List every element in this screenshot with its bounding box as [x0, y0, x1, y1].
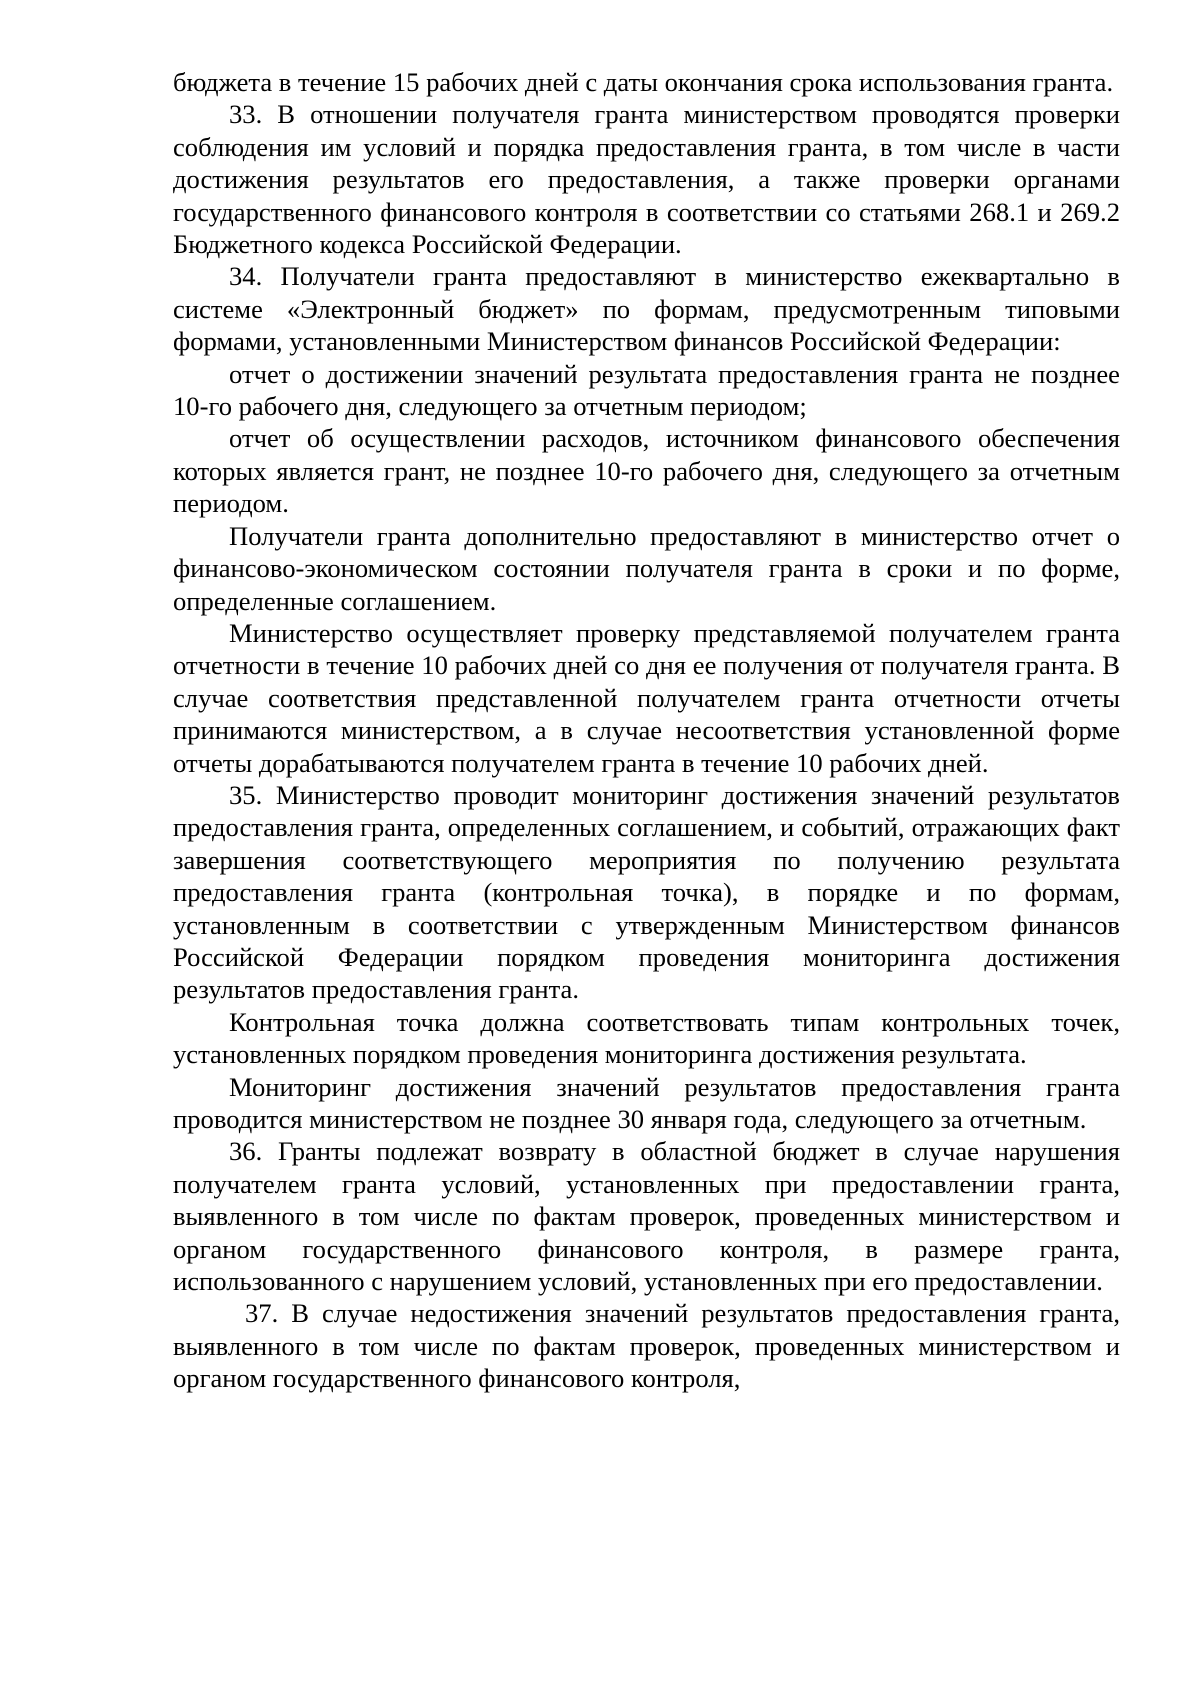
paragraph-34-financial-report: Получатели гранта дополнительно предоставляют в министерство отчет о финансово-экономическом состоянии получателя гранта в сроки и по форме, определенные соглашением.: [173, 520, 1120, 616]
paragraph-34-report-expenses: отчет об осуществлении расходов, источником финансового обеспечения которых является грант, не позднее 10-го рабочего дня, следующего за отчетным периодом.: [173, 423, 1120, 519]
paragraph-36: 36. Гранты подлежат возврату в областной бюджет в случае нарушения получателем гранта условий, установленных при предоставлении гранта, выявленного в том числе по фактам проверок, проведенных министерством и органом государственного финансового контроля, в размере гранта, использованного с нарушением условий, установленных при его предоставлении.: [173, 1136, 1120, 1297]
paragraph-34-report-results: отчет о достижении значений результата предоставления гранта не позднее 10-го рабочего дня, следующего за отчетным периодом;: [173, 358, 1120, 422]
paragraph-34-verification: Министерство осуществляет проверку представляемой получателем гранта отчетности в течение 10 рабочих дней со дня ее получения от получателя гранта. В случае соответствия представленной получателем гранта отчетности отчеты принимаются министерством, а в случае несоответствия установленной форме отчеты дорабатываются получателем гранта в течение 10 рабочих дней.: [173, 617, 1120, 778]
paragraph-budget-return-term: бюджета в течение 15 рабочих дней с даты окончания срока использования гранта.: [173, 67, 1114, 97]
paragraph-35-control-point: Контрольная точка должна соответствовать типам контрольных точек, установленных порядком проведения мониторинга достижения результата.: [173, 1006, 1120, 1070]
paragraph-34: 34. Получатели гранта предоставляют в министерство ежеквартально в системе «Электронный бюджет» по формам, предусмотренным типовыми формами, установленными Министерством финансов Российской Федерации:: [173, 261, 1120, 357]
document-page: [173, 66, 1120, 1395]
paragraph-35: 35. Министерство проводит мониторинг достижения значений результатов предоставления гранта, определенных соглашением, и событий, отражающих факт завершения соответствующего мероприятия по получению результата предоставления гранта (контрольная точка), в порядке и по формам, установленным в соответствии с утвержденным Министерством финансов Российской Федерации порядком проведения мониторинга достижения результатов предоставления гранта.: [173, 779, 1120, 1005]
paragraph-37: 37. В случае недостижения значений результатов предоставления гранта, выявленного в том числе по фактам проверок, проведенных министерством и органом государственного финансового контроля,: [173, 1298, 1120, 1394]
paragraph-33: 33. В отношении получателя гранта министерством проводятся проверки соблюдения им условий и порядка предоставления гранта, в том числе в части достижения результатов его предоставления, а также проверки органами государственного финансового контроля в соответствии со статьями 268.1 и 269.2 Бюджетного кодекса Российской Федерации.: [173, 99, 1120, 260]
paragraph-35-monitoring: Мониторинг достижения значений результатов предоставления гранта проводится министерством не позднее 30 января года, следующего за отчетным.: [173, 1071, 1120, 1134]
